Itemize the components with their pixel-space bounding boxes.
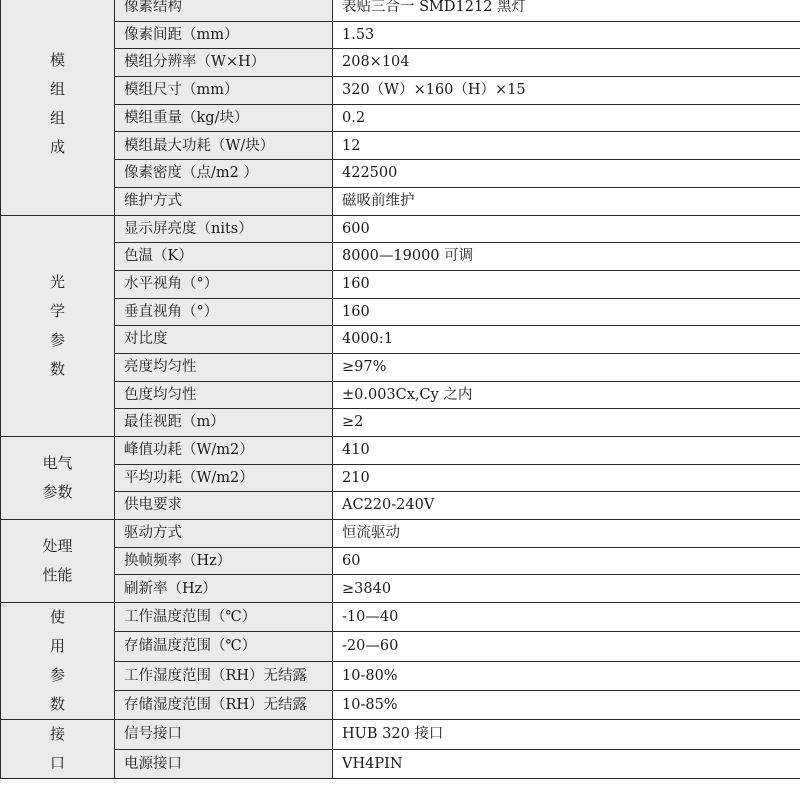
group-label-char: 数 xyxy=(49,695,65,714)
param-value: 恒流驱动 xyxy=(333,520,800,548)
param-name: 色温（K） xyxy=(115,243,333,271)
param-value: HUB 320 接口 xyxy=(333,720,800,750)
param-name: 模组重量（kg/块） xyxy=(115,104,333,132)
param-value: 160 xyxy=(333,298,800,326)
param-value: VH4PIN xyxy=(333,749,800,779)
group-label-char: 数 xyxy=(49,359,65,378)
param-value: 208×104 xyxy=(333,49,800,77)
param-value: 160 xyxy=(333,270,800,298)
param-name: 工作温度范围（℃） xyxy=(115,603,333,632)
spec-table-body xyxy=(1,0,800,779)
param-value: ≥97% xyxy=(333,353,800,381)
group-label-char: 成 xyxy=(49,138,65,157)
spec-row xyxy=(1,215,800,243)
param-name: 平均功耗（W/m2） xyxy=(115,464,333,492)
group-label-char: 处理 xyxy=(42,537,73,556)
param-name: 色度均匀性 xyxy=(115,381,333,409)
group-label-char: 口 xyxy=(49,754,65,773)
param-value: -10—40 xyxy=(333,603,800,632)
param-name: 模组分辨率（W×H） xyxy=(115,49,333,77)
spec-row xyxy=(1,298,800,326)
group-label-char: 电气 xyxy=(42,454,73,473)
param-value: 320（W）×160（H）×15 xyxy=(333,77,800,105)
group-label-char: 组 xyxy=(49,109,65,128)
group-label xyxy=(1,437,115,520)
spec-row xyxy=(1,547,800,575)
param-value: ≥3840 xyxy=(333,575,800,603)
group-label-char: 性能 xyxy=(42,566,73,585)
spec-row xyxy=(1,409,800,437)
group-label-char: 接 xyxy=(49,725,65,744)
param-value: 12 xyxy=(333,132,800,160)
spec-row xyxy=(1,326,800,354)
group-label-char: 用 xyxy=(49,637,65,656)
param-value: 8000—19000 可调 xyxy=(333,243,800,271)
param-value: ≥2 xyxy=(333,409,800,437)
spec-row xyxy=(1,49,800,77)
spec-row xyxy=(1,243,800,271)
param-value: 4000:1 xyxy=(333,326,800,354)
spec-row xyxy=(1,520,800,548)
param-value: 210 xyxy=(333,464,800,492)
param-name: 供电要求 xyxy=(115,492,333,520)
spec-row xyxy=(1,77,800,105)
spec-row xyxy=(1,187,800,215)
group-label-char: 组 xyxy=(49,80,65,99)
param-name: 刷新率（Hz） xyxy=(115,575,333,603)
param-name: 模组最大功耗（W/块） xyxy=(115,132,333,160)
group-label-char: 学 xyxy=(49,301,65,320)
param-value: 1.53 xyxy=(333,21,800,49)
param-value: 10-80% xyxy=(333,661,800,690)
param-name: 对比度 xyxy=(115,326,333,354)
param-name: 像素结构 xyxy=(115,0,333,21)
param-name: 驱动方式 xyxy=(115,520,333,548)
param-value: ±0.003Cx,Cy 之内 xyxy=(333,381,800,409)
param-name: 像素密度（点/m2 ） xyxy=(115,160,333,188)
group-label-char: 参 xyxy=(49,330,65,349)
param-value: 410 xyxy=(333,437,800,465)
spec-row xyxy=(1,749,800,779)
group-label-char: 参数 xyxy=(42,483,73,502)
param-name: 显示屏亮度（nits） xyxy=(115,215,333,243)
param-name: 信号接口 xyxy=(115,720,333,750)
param-name: 亮度均匀性 xyxy=(115,353,333,381)
group-label xyxy=(1,603,115,720)
param-value: 磁吸前维护 xyxy=(333,187,800,215)
param-name: 垂直视角（°） xyxy=(115,298,333,326)
spec-row xyxy=(1,0,800,21)
param-name: 模组尺寸（mm） xyxy=(115,77,333,105)
param-name: 像素间距（mm） xyxy=(115,21,333,49)
param-name: 维护方式 xyxy=(115,187,333,215)
param-value: 60 xyxy=(333,547,800,575)
spec-row xyxy=(1,603,800,632)
group-label-char: 模 xyxy=(49,51,65,70)
param-name: 最佳视距（m） xyxy=(115,409,333,437)
param-value: 表贴三合一 SMD1212 黑灯 xyxy=(333,0,800,21)
param-value: 0.2 xyxy=(333,104,800,132)
spec-row xyxy=(1,464,800,492)
spec-row xyxy=(1,353,800,381)
group-label xyxy=(1,520,115,603)
param-value: -20—60 xyxy=(333,632,800,661)
param-name: 峰值功耗（W/m2） xyxy=(115,437,333,465)
spec-row xyxy=(1,270,800,298)
spec-row xyxy=(1,160,800,188)
spec-row xyxy=(1,632,800,661)
param-name: 存储湿度范围（RH）无结露 xyxy=(115,690,333,719)
param-value: AC220-240V xyxy=(333,492,800,520)
spec-row xyxy=(1,132,800,160)
spec-row xyxy=(1,381,800,409)
group-label xyxy=(1,215,115,437)
param-name: 换帧频率（Hz） xyxy=(115,547,333,575)
spec-row xyxy=(1,575,800,603)
group-label xyxy=(1,0,115,215)
param-value: 10-85% xyxy=(333,690,800,719)
spec-row xyxy=(1,437,800,465)
spec-row xyxy=(1,492,800,520)
spec-row xyxy=(1,720,800,750)
spec-row xyxy=(1,661,800,690)
group-label-char: 参 xyxy=(49,666,65,685)
group-label-char: 光 xyxy=(49,272,65,291)
group-label xyxy=(1,720,115,779)
spec-row xyxy=(1,21,800,49)
param-value: 422500 xyxy=(333,160,800,188)
param-name: 存储温度范围（℃） xyxy=(115,632,333,661)
param-name: 工作湿度范围（RH）无结露 xyxy=(115,661,333,690)
group-label-char: 使 xyxy=(49,608,65,627)
param-value: 600 xyxy=(333,215,800,243)
spec-row xyxy=(1,690,800,719)
param-name: 水平视角（°） xyxy=(115,270,333,298)
spec-row xyxy=(1,104,800,132)
param-name: 电源接口 xyxy=(115,749,333,779)
